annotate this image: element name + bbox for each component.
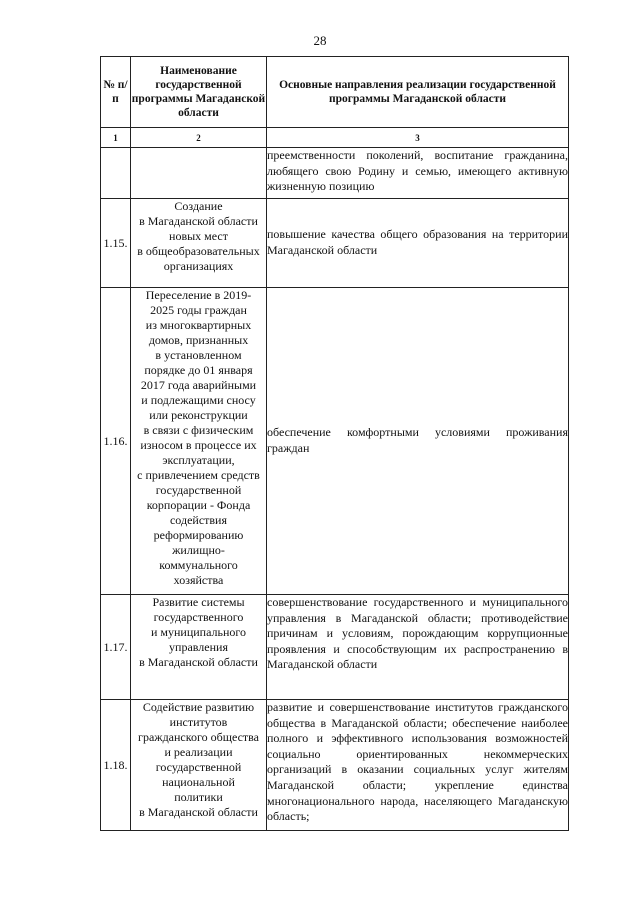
programs-table — [100, 56, 569, 831]
column-numbers-row — [101, 128, 569, 148]
row-number — [101, 148, 131, 199]
program-name: Создание в Магаданской области новых мест в общеобразовательных организациях — [131, 199, 267, 288]
row-number: 1.17. — [101, 595, 131, 700]
row-number: 1.16. — [101, 288, 131, 595]
header-directions: Основные направления реализации государственной программы Магаданской области — [267, 57, 569, 128]
page-number: 28 — [313, 33, 327, 48]
table-row — [101, 700, 569, 831]
column-number: 2 — [131, 128, 267, 148]
program-name: Содействие развитию институтов гражданского общества и реализации государственной национальной политики в Магаданской области — [131, 700, 267, 831]
column-number: 1 — [101, 128, 131, 148]
header-program-name: Наименование государственной программы Магаданской области — [131, 57, 267, 128]
table-row — [101, 595, 569, 700]
program-name: Переселение в 2019- 2025 годы граждан из многоквартирных домов, признанных в установленном порядке до 01 января 2017 года аварийными и подлежащими сносу или реконструкции в связи с физическим износом в процессе их эксплуатации, с привлечением средств государственной корпорации - Фонда содействия реформированию жилищно- коммунального хозяйства — [131, 288, 267, 595]
table-header-row — [101, 57, 569, 128]
table-row — [101, 199, 569, 288]
row-number: 1.18. — [101, 700, 131, 831]
table-row — [101, 148, 569, 199]
program-directions: совершенствование государственного и муниципального управления в Магаданской области; противодействие причинам и условиям, порождающим коррупционные проявления и способствующим их распространению в Магаданской области — [267, 595, 569, 700]
program-directions: обеспечение комфортными условиями проживания граждан — [267, 288, 569, 595]
program-directions: повышение качества общего образования на территории Магаданской области — [267, 199, 569, 288]
table-row — [101, 288, 569, 595]
row-number: 1.15. — [101, 199, 131, 288]
program-directions: преемственности поколений, воспитание гражданина, любящего свою Родину и семью, имеющего активную жизненную позицию — [267, 148, 569, 199]
column-number: 3 — [267, 128, 569, 148]
program-directions: развитие и совершенствование институтов гражданского общества в Магаданской области; обеспечение наиболее полного и эффективного использования возможностей социально ориентированных некоммерческих организаций в оказании социальных услуг жителям Магаданской области; укрепление единства многонационального народа, населяющего Магаданскую область; — [267, 700, 569, 831]
program-name: Развитие системы государственного и муниципального управления в Магаданской области — [131, 595, 267, 700]
program-name — [131, 148, 267, 199]
header-number: № п/п — [101, 57, 131, 128]
